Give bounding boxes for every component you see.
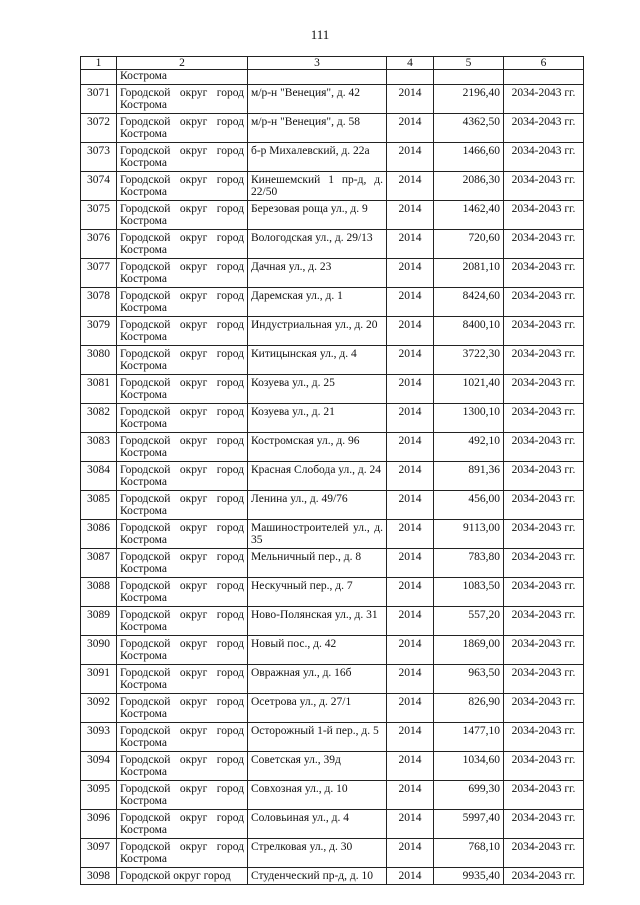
cell-area: 5997,40 [434,810,504,839]
cell-area: 826,90 [434,694,504,723]
table-row [81,375,584,404]
cell-period: 2034-2043 гг. [504,288,584,317]
cell-number: 3096 [81,810,117,839]
cell-year: 2014 [387,317,434,346]
header-col-6: 6 [504,57,584,70]
cell-municipality: Городской округ город Кострома [117,810,248,839]
cell-period: 2034-2043 гг. [504,839,584,868]
table-row [81,781,584,810]
header-col-5: 5 [434,57,504,70]
cell-number: 3098 [81,868,117,885]
cell-year: 2014 [387,868,434,885]
table-row [81,665,584,694]
table-row [81,201,584,230]
cell-period: 2034-2043 гг. [504,781,584,810]
cell-area: 557,20 [434,607,504,636]
cell-period: 2034-2043 гг. [504,143,584,172]
table-row [81,578,584,607]
cell-year: 2014 [387,404,434,433]
cell-municipality: Городской округ город Кострома [117,375,248,404]
table-row [81,114,584,143]
header-col-2: 2 [117,57,248,70]
table-row [81,810,584,839]
cell-year: 2014 [387,143,434,172]
table-row [81,143,584,172]
cell-address: Мельничный пер., д. 8 [248,549,387,578]
cell-area: 699,30 [434,781,504,810]
cell-number: 3079 [81,317,117,346]
cell-number: 3076 [81,230,117,259]
header-col-4: 4 [387,57,434,70]
cell-municipality: Городской округ город Кострома [117,752,248,781]
cell-number: 3073 [81,143,117,172]
cell-address: Козуева ул., д. 25 [248,375,387,404]
cell-number: 3086 [81,520,117,549]
cell-period: 2034-2043 гг. [504,636,584,665]
table-row [81,346,584,375]
cell-area: 456,00 [434,491,504,520]
cell-year: 2014 [387,665,434,694]
cell-municipality: Городской округ город Кострома [117,433,248,462]
table-row [81,172,584,201]
cell-area: 783,80 [434,549,504,578]
cell-municipality: Городской округ город Кострома [117,665,248,694]
cell-area: 492,10 [434,433,504,462]
cell-municipality: Кострома [117,70,248,85]
cell-number: 3087 [81,549,117,578]
cell-number: 3088 [81,578,117,607]
cell-area: 9935,40 [434,868,504,885]
cell-period: 2034-2043 гг. [504,868,584,885]
table-row [81,230,584,259]
cell-period: 2034-2043 гг. [504,85,584,114]
cell-year [387,70,434,85]
cell-address: Осторожный 1-й пер., д. 5 [248,723,387,752]
cell-number: 3094 [81,752,117,781]
cell-address: Овражная ул., д. 16б [248,665,387,694]
cell-period: 2034-2043 гг. [504,752,584,781]
cell-address: Индустриальная ул., д. 20 [248,317,387,346]
cell-period: 2034-2043 гг. [504,433,584,462]
cell-address: Студенческий пр-д, д. 10 [248,868,387,885]
cell-year: 2014 [387,810,434,839]
cell-number: 3081 [81,375,117,404]
cell-number: 3075 [81,201,117,230]
table-row [81,259,584,288]
cell-year: 2014 [387,839,434,868]
cell-area: 9113,00 [434,520,504,549]
cell-year: 2014 [387,375,434,404]
page-number: 111 [310,27,330,42]
cell-area: 1477,10 [434,723,504,752]
cell-municipality: Городской округ город Кострома [117,491,248,520]
cell-municipality: Городской округ город Кострома [117,781,248,810]
cell-area: 4362,50 [434,114,504,143]
cell-number: 3080 [81,346,117,375]
cell-number: 3077 [81,259,117,288]
cell-area: 1462,40 [434,201,504,230]
cell-year: 2014 [387,462,434,491]
table-row [81,85,584,114]
cell-number: 3091 [81,665,117,694]
table-row [81,317,584,346]
cell-municipality: Городской округ город Кострома [117,723,248,752]
cell-year: 2014 [387,201,434,230]
cell-address: Березовая роща ул., д. 9 [248,201,387,230]
cell-area: 3722,30 [434,346,504,375]
table-row [81,520,584,549]
cell-municipality: Городской округ город Кострома [117,549,248,578]
table-row [81,433,584,462]
table-row [81,636,584,665]
cell-area: 2196,40 [434,85,504,114]
cell-year: 2014 [387,549,434,578]
cell-address: Дачная ул., д. 23 [248,259,387,288]
cell-address: Даремская ул., д. 1 [248,288,387,317]
table-row [81,752,584,781]
cell-number: 3095 [81,781,117,810]
cell-period: 2034-2043 гг. [504,259,584,288]
cell-year: 2014 [387,433,434,462]
cell-year: 2014 [387,781,434,810]
cell-address: Новый пос., д. 42 [248,636,387,665]
cell-area [434,70,504,85]
table-row [81,723,584,752]
cell-year: 2014 [387,752,434,781]
table-row [81,404,584,433]
cell-municipality: Городской округ город Кострома [117,839,248,868]
cell-municipality: Городской округ город Кострома [117,201,248,230]
cell-year: 2014 [387,491,434,520]
cell-address: Вологодская ул., д. 29/13 [248,230,387,259]
housing-table [80,56,584,885]
cell-period: 2034-2043 гг. [504,549,584,578]
cell-municipality: Городской округ город Кострома [117,578,248,607]
cell-number: 3090 [81,636,117,665]
cell-address: Стрелковая ул., д. 30 [248,839,387,868]
cell-year: 2014 [387,85,434,114]
cell-number: 3083 [81,433,117,462]
cell-period: 2034-2043 гг. [504,578,584,607]
table-row [81,288,584,317]
cell-year: 2014 [387,230,434,259]
cell-municipality: Городской округ город Кострома [117,259,248,288]
table-row [81,694,584,723]
cell-address: м/р-н "Венеция", д. 58 [248,114,387,143]
table-header-row [81,57,584,70]
cell-address: Ново-Полянская ул., д. 31 [248,607,387,636]
cell-period: 2034-2043 гг. [504,317,584,346]
cell-address: Нескучный пер., д. 7 [248,578,387,607]
cell-number: 3082 [81,404,117,433]
cell-period: 2034-2043 гг. [504,346,584,375]
cell-period: 2034-2043 гг. [504,694,584,723]
cell-year: 2014 [387,288,434,317]
cell-address: Костромская ул., д. 96 [248,433,387,462]
header-col-3: 3 [248,57,387,70]
cell-municipality: Городской округ город Кострома [117,143,248,172]
cell-year: 2014 [387,520,434,549]
cell-number: 3078 [81,288,117,317]
cell-number: 3085 [81,491,117,520]
cell-year: 2014 [387,172,434,201]
cell-year: 2014 [387,346,434,375]
cell-address: Машиностроителей ул., д. 35 [248,520,387,549]
cell-year: 2014 [387,636,434,665]
cell-area: 891,36 [434,462,504,491]
header-col-1: 1 [81,57,117,70]
cell-area: 1034,60 [434,752,504,781]
cell-period: 2034-2043 гг. [504,491,584,520]
cell-number: 3089 [81,607,117,636]
cell-year: 2014 [387,607,434,636]
cell-address: Осетрова ул., д. 27/1 [248,694,387,723]
table-row [81,549,584,578]
cell-address: Кинешемский 1 пр-д, д. 22/50 [248,172,387,201]
cell-municipality: Городской округ город Кострома [117,694,248,723]
cell-period: 2034-2043 гг. [504,114,584,143]
table-row [81,491,584,520]
cell-period: 2034-2043 гг. [504,172,584,201]
cell-municipality: Городской округ город Кострома [117,607,248,636]
cell-address: Козуева ул., д. 21 [248,404,387,433]
cell-address: б-р Михалевский, д. 22а [248,143,387,172]
cell-period: 2034-2043 гг. [504,665,584,694]
table-row [81,607,584,636]
cell-period: 2034-2043 гг. [504,607,584,636]
cell-municipality: Городской округ город Кострома [117,317,248,346]
cell-area: 2081,10 [434,259,504,288]
cell-area: 720,60 [434,230,504,259]
cell-period [504,70,584,85]
cell-address: Соловьиная ул., д. 4 [248,810,387,839]
cell-period: 2034-2043 гг. [504,230,584,259]
cell-area: 1300,10 [434,404,504,433]
cell-area: 2086,30 [434,172,504,201]
cell-number: 3092 [81,694,117,723]
cell-area: 8400,10 [434,317,504,346]
cell-area: 963,50 [434,665,504,694]
cell-address: Китицынская ул., д. 4 [248,346,387,375]
cell-area: 1021,40 [434,375,504,404]
cell-municipality: Городской округ город Кострома [117,114,248,143]
cell-municipality: Городской округ город Кострома [117,346,248,375]
cell-address: Красная Слобода ул., д. 24 [248,462,387,491]
cell-area: 768,10 [434,839,504,868]
cell-address: м/р-н "Венеция", д. 42 [248,85,387,114]
cell-municipality: Городской округ город Кострома [117,230,248,259]
cell-number [81,70,117,85]
cell-year: 2014 [387,694,434,723]
cell-municipality: Городской округ город Кострома [117,404,248,433]
cell-address: Советская ул., 39д [248,752,387,781]
cell-number: 3072 [81,114,117,143]
cell-number: 3097 [81,839,117,868]
cell-period: 2034-2043 гг. [504,810,584,839]
cell-municipality: Городской округ город Кострома [117,172,248,201]
cell-address: Совхозная ул., д. 10 [248,781,387,810]
cell-number: 3071 [81,85,117,114]
cell-municipality: Городской округ город Кострома [117,85,248,114]
cell-period: 2034-2043 гг. [504,723,584,752]
cell-municipality: Городской округ город [117,868,248,885]
cell-municipality: Городской округ город Кострома [117,520,248,549]
table-row [81,462,584,491]
cell-period: 2034-2043 гг. [504,375,584,404]
table-row [81,868,584,885]
cell-period: 2034-2043 гг. [504,404,584,433]
cell-address: Ленина ул., д. 49/76 [248,491,387,520]
cell-period: 2034-2043 гг. [504,520,584,549]
cell-number: 3084 [81,462,117,491]
cell-municipality: Городской округ город Кострома [117,462,248,491]
cell-area: 1083,50 [434,578,504,607]
cell-municipality: Городской округ город Кострома [117,288,248,317]
table-row [81,839,584,868]
cell-municipality: Городской округ город Кострома [117,636,248,665]
cell-address [248,70,387,85]
cell-area: 8424,60 [434,288,504,317]
continuation-row [81,70,584,85]
cell-year: 2014 [387,723,434,752]
cell-number: 3093 [81,723,117,752]
cell-year: 2014 [387,114,434,143]
cell-year: 2014 [387,578,434,607]
cell-number: 3074 [81,172,117,201]
cell-area: 1466,60 [434,143,504,172]
cell-area: 1869,00 [434,636,504,665]
cell-year: 2014 [387,259,434,288]
cell-period: 2034-2043 гг. [504,462,584,491]
cell-period: 2034-2043 гг. [504,201,584,230]
